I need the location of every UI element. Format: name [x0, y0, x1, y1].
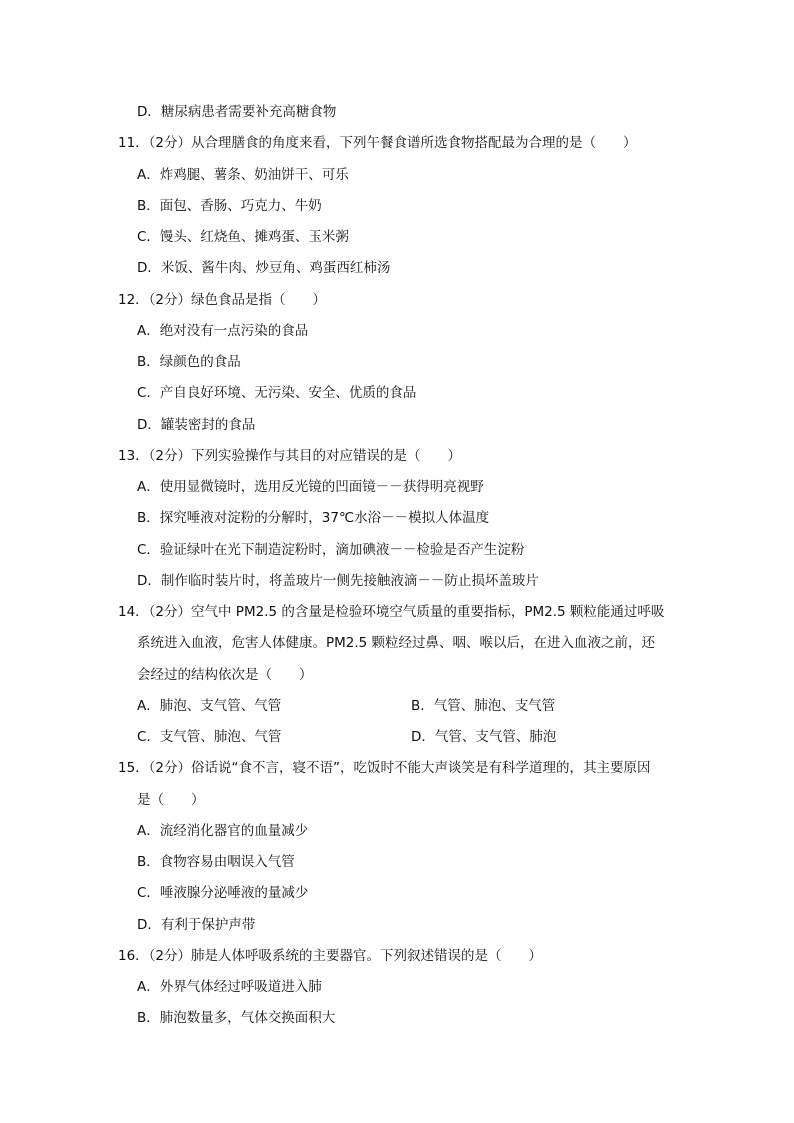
option-line: D．糖尿病患者需要补充高糖食物 [137, 104, 337, 120]
option-line: A．使用显微镜时，选用反光镜的凹面镜－－获得明亮视野 [137, 479, 484, 495]
option-line: D．有利于保护声带 [137, 916, 256, 933]
option-line: B．探究唾液对淀粉的分解时，37℃水浴－－模拟人体温度 [137, 510, 490, 527]
question-line: 15．（2分）俗话说“食不言，寝不语”，吃饭时不能大声谈笑是有科学道理的，其主要原因 [118, 760, 651, 777]
option-line: B．面包、香肠、巧克力、牛奶 [137, 197, 322, 214]
option-line: A．外界气体经过呼吸道进入肺 [137, 979, 322, 995]
option-line: D．气管、支气管、肺泡 [411, 729, 557, 745]
option-line: B．食物容易由咽误入气管 [137, 854, 295, 870]
option-line: A．绝对没有一点污染的食品 [137, 322, 309, 339]
option-line: A．炸鸡腿、薯条、奶油饼干、可乐 [137, 166, 349, 183]
option-line: A．肺泡、支气管、气管 [137, 697, 282, 714]
option-line: A．流经消化器官的血量减少 [137, 822, 309, 839]
option-line: D．罐装密封的食品 [137, 416, 256, 433]
option-line: D．制作临时装片时，将盖玻片一侧先接触液滴－－防止损坏盖玻片 [137, 572, 539, 589]
option-line: C．支气管、肺泡、气管 [137, 729, 282, 745]
question-line: 14．（2分）空气中 PM2.5 的含量是检验环境空气质量的重要指标，PM2.5 颗粒能通过呼吸 [118, 604, 665, 620]
option-line: C．产自良好环境、无污染、安全、优质的食品 [137, 385, 417, 402]
question-line: 12．（2分）绿色食品是指（ ） [118, 291, 327, 308]
option-line: B．气管、肺泡、支气管 [411, 697, 556, 714]
option-line: 会经过的结构依次是（ ） [137, 666, 313, 683]
option-line: D．米饭、酱牛肉、炒豆角、鸡蛋西红柿汤 [137, 260, 391, 277]
question-line: 13．（2分）下列实验操作与其目的对应错误的是（ ） [118, 447, 462, 464]
option-line: 系统进入血液，危害人体健康。PM2.5 颗粒经过鼻、咽、喉以后，在进入血液之前，还 [137, 635, 656, 652]
option-line: 是（ ） [137, 791, 205, 808]
option-line: B．肺泡数量多，气体交换面积大 [137, 1010, 336, 1027]
option-line: C．馒头、红烧鱼、摊鸡蛋、玉米粥 [137, 229, 349, 245]
option-line: C．验证绿叶在光下制造淀粉时，滴加碘液－－检验是否产生淀粉 [137, 541, 525, 558]
option-line: C．唾液腺分泌唾液的量减少 [137, 885, 309, 902]
question-line: 11．（2分）从合理膳食的角度来看，下列午餐食谱所选食物搭配最为合理的是（ ） [118, 135, 637, 152]
option-line: B．绿颜色的食品 [137, 354, 241, 370]
question-line: 16．（2分）肺是人体呼吸系统的主要器官。下列叙述错误的是（ ） [118, 947, 543, 964]
